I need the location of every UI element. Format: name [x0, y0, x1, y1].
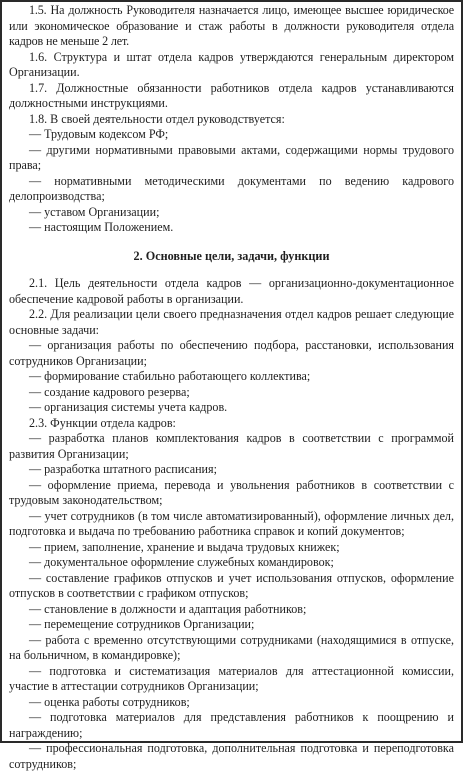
- section-heading: 2. Основные цели, задачи, функции: [133, 248, 330, 263]
- list-item: — оценка работы сотрудников;: [29, 694, 190, 709]
- list-item: — перемещение сотрудников Организации;: [29, 617, 255, 631]
- list-item: — оформление приема, перевода и увольнения работников в соответствии с трудовым законодательством;: [9, 477, 454, 507]
- list-item: — организация работы по обеспечению подбора, расстановки, использования сотрудников Организации;: [9, 338, 454, 368]
- list-item: — формирование стабильно работающего коллектива;: [29, 369, 311, 383]
- list-item: — подготовка и систематизация материалов для аттестационной комиссии, участие в аттестации сотрудников Организации;: [9, 663, 454, 693]
- list-item: — Трудовым кодексом РФ;: [29, 127, 169, 141]
- list-item: — прием, заполнение, хранение и выдача трудовых книжек;: [29, 539, 340, 554]
- paragraph-2-2: 2.2. Для реализации цели своего предназначения отдел кадров решает следующие основные задачи:: [9, 307, 454, 337]
- list-item: — настоящим Положением.: [29, 220, 174, 234]
- paragraph-2-3: 2.3. Функции отдела кадров:: [29, 415, 176, 430]
- list-item: — составление графиков отпусков и учет использования отпусков, оформление отпусков в соответствии с графиком отпусков;: [9, 570, 454, 600]
- paragraph-2-1: 2.1. Цель деятельности отдела кадров — организационно-документационное обеспечение кадровой работы в организации.: [9, 276, 454, 306]
- paragraph-1-8: 1.8. В своей деятельности отдел руководствуется:: [29, 111, 285, 126]
- list-item: — документальное оформление служебных командировок;: [29, 555, 334, 569]
- list-item: — работа с временно отсутствующими сотрудниками (находящимися в отпуске, на больничном, в командировке);: [9, 632, 454, 662]
- list-item: — становление в должности и адаптация работников;: [29, 601, 307, 616]
- list-item: — организация системы учета кадров.: [29, 400, 228, 414]
- list-item: — разработка штатного расписания;: [29, 462, 217, 476]
- list-item: — создание кадрового резерва;: [29, 384, 190, 399]
- paragraph-1-5: 1.5. На должность Руководителя назначается лицо, имеющее высшее юридическое или экономическое образование и стаж работы в должности руководителя отдела кадров не меньше 2 лет.: [9, 3, 454, 48]
- list-item: — учет сотрудников (в том числе автоматизированный), оформление личных дел, подготовка и выдача по требованию работника справок и копий документов;: [9, 508, 454, 538]
- list-item: — другими нормативными правовыми актами, содержащими нормы трудового права;: [9, 142, 454, 172]
- list-item: — нормативными методическими документами по ведению кадрового делопроизводства;: [9, 173, 454, 203]
- paragraph-1-6: 1.6. Структура и штат отдела кадров утверждаются генеральным директором Организации.: [9, 49, 454, 79]
- list-item: — подготовка материалов для представления работников к поощрению и награждению;: [9, 710, 454, 740]
- paragraph-1-7: 1.7. Должностные обязанности работников отдела кадров устанавливаются должностными инструкциями.: [9, 80, 454, 110]
- list-item: — профессиональная подготовка, дополнительная подготовка и переподготовка сотрудников;: [9, 741, 454, 771]
- list-item: — уставом Организации;: [29, 204, 160, 219]
- list-item: — разработка планов комплектования кадров в соответствии с программой развития Организации;: [9, 431, 454, 461]
